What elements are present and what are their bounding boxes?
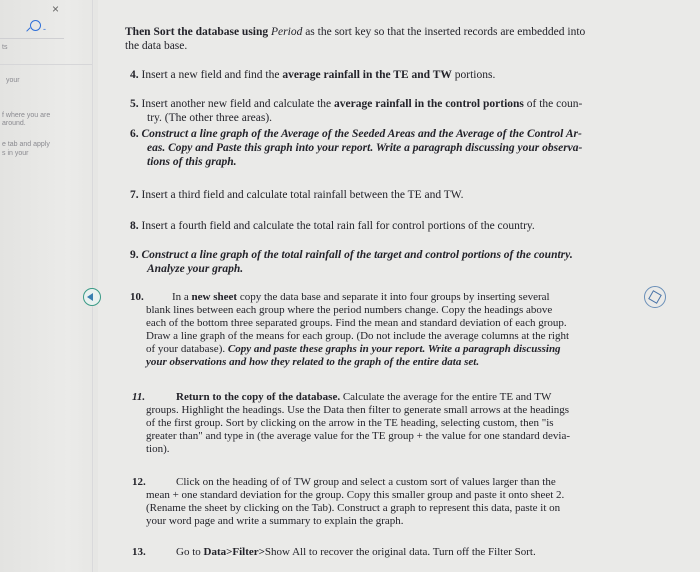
sidebar-fragment: s in your <box>2 150 29 157</box>
dropdown-dash[interactable]: - <box>43 24 46 34</box>
sidebar-fragment: your <box>6 77 20 84</box>
intro-paragraph: Then Sort the database using Period as the sort key so that the inserted records are embedded into the data base. <box>125 26 586 52</box>
item-6: 6. Construct a line graph of the Average of the Seeded Areas and the Average of the Control Ar- eas. Copy and Paste this graph into your report. Write a paragraph discussing your observa- tions of this graph. <box>130 128 583 168</box>
item-11: 11. Return to the copy of the database. Calculate the average for the entire TE and TW groups. Highlight the headings. Use the Data then filter to generate small arrows at the headings of the first group. Sort by clicking on the arrow in the TE heading, selecting custom, then "is greater than" and type in (the average value for the TE group + the value for one standard devia- tion). <box>132 391 571 455</box>
close-icon[interactable]: × <box>52 2 60 16</box>
sidebar-border <box>92 0 93 572</box>
item-12: 12. Click on the heading of of TW group and select a custom sort of values larger than the mean + one standard deviation for the group. Copy this smaller group and paste it onto sheet 2. (Rename the sheet by clicking on the Tab). Construct a graph to represent this data, paste it on your word page and write a summary to explain the graph. <box>132 476 565 527</box>
sidebar-fragment: ts <box>2 44 8 51</box>
search-icon[interactable] <box>30 20 41 31</box>
item-10: 10. In a new sheet copy the data base and separate it into four groups by inserting several blank lines between each group where the period numbers change. Copy the headings above each of the bottom three separated groups. Find the mean and standard deviation of each group. Draw a line graph of the means for each group. (Do not include the average columns at the right of your database). Copy and paste these graphs in your report. Write a paragraph discussing your observations and how they related to the graph of the entire data set. <box>130 291 570 368</box>
item-7: 7. Insert a third field and calculate total rainfall between the TE and TW. <box>130 189 464 201</box>
sidebar-fragment: around. <box>2 120 26 127</box>
item-5: 5. Insert another new field and calculate the average rainfall in the control portions of the coun- try. (The other three areas). <box>130 98 583 124</box>
item-9: 9. Construct a line graph of the total rainfall of the target and control portions of the country. Analyze your graph. <box>130 249 573 275</box>
item-4: 4. Insert a new field and find the average rainfall in the TE and TW portions. <box>130 69 496 81</box>
sidebar-fragment: f where you are <box>2 112 51 119</box>
search-row[interactable] <box>0 2 64 39</box>
audio-play-icon[interactable] <box>83 288 101 306</box>
sidebar-fragment: e tab and apply <box>2 141 50 148</box>
item-13: 13. Go to Data>Filter>Show All to recover the original data. Turn off the Filter Sort. <box>132 546 536 558</box>
annotation-icon[interactable] <box>644 286 666 308</box>
document-page <box>98 0 700 572</box>
sidebar-divider <box>0 64 92 65</box>
left-sidebar <box>0 0 98 572</box>
item-8: 8. Insert a fourth field and calculate the total rain fall for control portions of the country. <box>130 220 535 232</box>
